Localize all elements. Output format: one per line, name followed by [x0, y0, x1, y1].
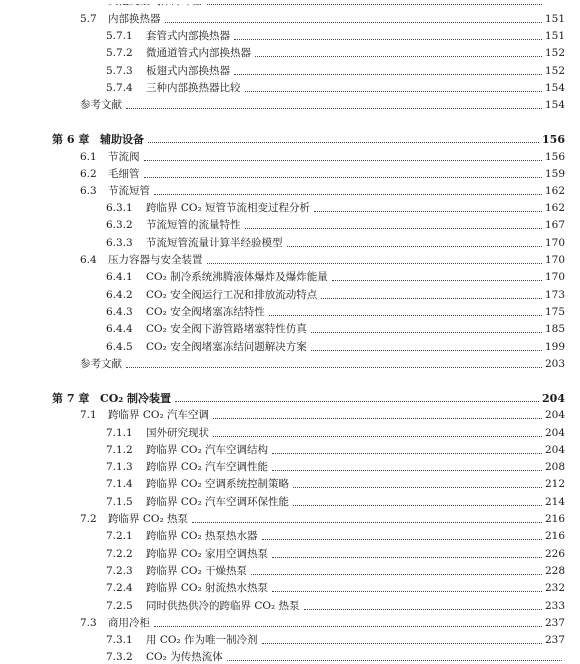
toc-title: 节流阀	[108, 151, 140, 163]
toc-title: 节流短管的流量特性	[146, 219, 241, 231]
toc-page-number: 216	[544, 530, 565, 542]
toc-title: CO₂ 安全阀运行工况和排放流动特点	[146, 289, 318, 301]
toc-title: CO₂ 安全阀下游管路堵塞特性仿真	[146, 323, 307, 335]
toc-page-number: 185	[544, 323, 565, 335]
dot-leader	[332, 280, 542, 281]
toc-number: 6.2	[80, 168, 97, 180]
dot-leader	[272, 453, 542, 454]
dot-leader	[251, 574, 542, 575]
toc-page-number: 151	[544, 30, 565, 42]
toc-chapter-entry[interactable]	[52, 130, 565, 146]
toc-page-number: 156	[542, 133, 565, 146]
toc-page-number: 216	[544, 513, 565, 525]
toc-number: 第 7 章	[52, 392, 90, 405]
toc-subsection-entry[interactable]	[106, 648, 565, 664]
toc-number: 6.4.5	[106, 341, 133, 353]
toc-title: 套管式内部换热器	[146, 30, 230, 42]
toc-page-number: 199	[544, 341, 565, 353]
toc-title: 跨临界 CO₂ 射流热水热泵	[146, 582, 269, 594]
dot-leader	[126, 367, 542, 368]
toc-number: 第 6 章	[52, 133, 90, 146]
dot-leader	[304, 609, 542, 610]
toc-title: 三种内部换热器比较	[146, 82, 241, 94]
toc-subsection-entry[interactable]	[106, 199, 565, 215]
toc-subsection-entry[interactable]	[106, 631, 565, 647]
toc-chapter-entry[interactable]	[52, 389, 565, 405]
toc-number: 7.2.1	[106, 530, 133, 542]
toc-title: 板翅式内部换热器	[146, 65, 230, 77]
toc-page-number: 204	[544, 427, 565, 439]
toc-subsection-entry[interactable]	[106, 320, 565, 336]
toc-title: 跨临界 CO₂ 热泵热水器	[146, 530, 258, 542]
dot-leader	[207, 263, 542, 264]
toc-page-number: 203	[544, 358, 565, 370]
dot-leader	[262, 539, 542, 540]
toc-number: 6.3.3	[106, 237, 133, 249]
toc-title: CO₂ 为传热流体	[146, 651, 223, 663]
dot-leader	[255, 56, 542, 57]
dot-leader	[154, 194, 542, 195]
toc-section-entry[interactable]	[80, 10, 565, 26]
toc-number: 5.7.2	[106, 47, 133, 59]
toc-subsection-entry[interactable]	[106, 562, 565, 578]
toc-title: 跨临界 CO₂ 家用空调热泵	[146, 548, 269, 560]
toc-subsection-entry[interactable]	[106, 286, 565, 302]
toc-number: 5.7.1	[106, 30, 133, 42]
toc-subsection-entry[interactable]	[106, 79, 565, 95]
dot-leader	[207, 4, 542, 5]
toc-title: 跨临界 CO₂ 汽车空调结构	[146, 444, 269, 456]
toc-page-number: 162	[544, 185, 565, 197]
dot-leader	[269, 315, 542, 316]
toc-subsection-entry[interactable]	[106, 62, 565, 78]
dot-leader	[245, 91, 542, 92]
dot-leader	[262, 643, 542, 644]
dot-leader	[234, 74, 542, 75]
toc-title: 国外研究现状	[146, 427, 209, 439]
toc-page-number: 226	[544, 548, 565, 560]
toc-subsection-entry[interactable]	[106, 475, 565, 491]
toc-subsection-entry[interactable]	[106, 27, 565, 43]
dot-leader	[272, 470, 542, 471]
dot-leader	[314, 211, 542, 212]
toc-title: 节流短管流量计算半经验模型	[146, 237, 283, 249]
toc-subsection-entry[interactable]	[106, 527, 565, 543]
toc-title: 跨临界 CO₂ 汽车空调性能	[146, 461, 269, 473]
toc-number: 6.3.2	[106, 219, 133, 231]
dot-leader	[213, 418, 542, 419]
dot-leader	[192, 522, 542, 523]
toc-section-entry[interactable]	[80, 614, 565, 630]
toc-title: 节流短管	[108, 185, 150, 197]
toc-number: 7.2.2	[106, 548, 133, 560]
dot-leader	[148, 142, 539, 143]
toc-number: 6.4	[80, 254, 97, 266]
toc-number: 7.3.2	[106, 651, 133, 663]
toc-subsection-entry[interactable]	[106, 303, 565, 319]
dot-leader	[272, 557, 542, 558]
toc-title: 同时供热供冷的跨临界 CO₂ 热泵	[146, 600, 300, 612]
page-top-edge	[0, 0, 580, 4]
toc-title: 商用冷柜	[108, 617, 150, 629]
toc-section-entry[interactable]	[80, 96, 565, 112]
toc-page-number: 152	[544, 65, 565, 77]
toc-subsection-entry[interactable]	[106, 216, 565, 232]
toc-title: 毛细管	[108, 168, 140, 180]
toc-number: 6.4.4	[106, 323, 133, 335]
toc-page-number: 151	[544, 13, 565, 25]
toc-number: 7.1.2	[106, 444, 133, 456]
toc-number: 6.4.2	[106, 289, 133, 301]
toc-title: 跨临界 CO₂ 短管节流相变过程分析	[146, 202, 311, 214]
toc-number: 7.2.4	[106, 582, 133, 594]
toc-subsection-entry[interactable]	[106, 493, 565, 509]
dot-leader	[272, 591, 542, 592]
toc-section-entry[interactable]	[80, 406, 565, 422]
toc-title: CO₂ 制冷系统沸腾液体爆炸及爆炸能量	[146, 271, 328, 283]
toc-section-entry[interactable]	[80, 510, 565, 526]
dot-leader	[287, 246, 542, 247]
dot-leader	[144, 160, 542, 161]
toc-subsection-entry[interactable]	[106, 597, 565, 613]
toc-page-number: 175	[544, 306, 565, 318]
toc-page-number: 167	[544, 219, 565, 231]
toc-page-number: 154	[544, 99, 565, 111]
toc-number: 7.2.3	[106, 565, 133, 577]
dot-leader	[293, 505, 542, 506]
toc-number: 6.3	[80, 185, 97, 197]
toc-subsection-entry[interactable]	[106, 234, 565, 250]
toc-page-number: 204	[544, 409, 565, 421]
dot-leader	[311, 350, 542, 351]
toc-page-number: 170	[544, 271, 565, 283]
toc-title: CO₂ 制冷装置	[100, 392, 171, 405]
toc-section-entry[interactable]	[80, 182, 565, 198]
toc-page-number: 162	[544, 202, 565, 214]
toc-number: 6.4.1	[106, 271, 133, 283]
toc-title: 压力容器与安全装置	[108, 254, 203, 266]
toc-page-number: 208	[544, 461, 565, 473]
toc-title: CO₂ 安全阀堵塞冻结问题解决方案	[146, 341, 307, 353]
toc-page-number: 204	[544, 444, 565, 456]
toc-page-number: 237	[544, 634, 565, 646]
toc-page-number: 156	[544, 151, 565, 163]
toc-page-number: 173	[544, 289, 565, 301]
toc-title: 跨临界 CO₂ 汽车空调环保性能	[146, 496, 290, 508]
toc-number: 5.7	[80, 13, 97, 25]
toc-number: 7.1.4	[106, 478, 133, 490]
toc-number: 7.1.5	[106, 496, 133, 508]
toc-number: 5.7.3	[106, 65, 133, 77]
dot-leader	[213, 436, 542, 437]
toc-title: CO₂ 安全阀堵塞冻结特性	[146, 306, 265, 318]
dot-leader	[154, 626, 542, 627]
toc-number: 5.7.4	[106, 82, 133, 94]
toc-page-number: 152	[544, 47, 565, 59]
toc-number: 7.3.1	[106, 634, 133, 646]
toc-page-number: 204	[542, 392, 565, 405]
toc-subsection-entry[interactable]	[106, 424, 565, 440]
toc-number: 7.1	[80, 409, 97, 421]
dot-leader	[293, 487, 542, 488]
dot-leader	[144, 177, 542, 178]
toc-title: 微通道管式内部换热器	[146, 47, 251, 59]
toc-page-number: 228	[544, 565, 565, 577]
toc-section-entry[interactable]	[80, 251, 565, 267]
toc-subsection-entry[interactable]	[106, 579, 565, 595]
toc-title: 跨临界 CO₂ 热泵	[108, 513, 189, 525]
dot-leader	[126, 108, 542, 109]
toc-number: 6.3.1	[106, 202, 133, 214]
dot-leader	[234, 39, 542, 40]
toc-page-number: 212	[544, 478, 565, 490]
toc-page-number: 214	[544, 496, 565, 508]
dot-leader	[321, 298, 542, 299]
toc-page-number: 232	[544, 582, 565, 594]
toc-section-entry[interactable]	[80, 148, 565, 164]
toc-page-number: 233	[544, 600, 565, 612]
toc-title: 跨临界 CO₂ 空调系统控制策略	[146, 478, 290, 490]
dot-leader	[311, 332, 542, 333]
toc-page-number: 170	[544, 237, 565, 249]
toc-subsection-entry[interactable]	[106, 338, 565, 354]
toc-number: 7.2.5	[106, 600, 133, 612]
toc-subsection-entry[interactable]	[106, 458, 565, 474]
toc-title: 跨临界 CO₂ 干燥热泵	[146, 565, 248, 577]
dot-leader	[165, 22, 542, 23]
toc-number: 7.1.1	[106, 427, 133, 439]
toc-number: 6.1	[80, 151, 97, 163]
toc-title: 用 CO₂ 作为唯一制冷剂	[146, 634, 258, 646]
toc-section-entry[interactable]	[80, 165, 565, 181]
toc-title: 参考文献	[80, 358, 122, 370]
toc-page-number: 154	[544, 82, 565, 94]
toc-number: 7.2	[80, 513, 97, 525]
toc-number: 6.4.3	[106, 306, 133, 318]
toc-title: 辅助设备	[100, 133, 144, 146]
toc-number: 7.1.3	[106, 461, 133, 473]
toc-title: 参考文献	[80, 99, 122, 111]
toc-subsection-entry[interactable]	[106, 44, 565, 60]
toc-section-entry[interactable]	[80, 355, 565, 371]
toc-number: 7.3	[80, 617, 97, 629]
dot-leader	[175, 401, 539, 402]
toc-title: 内部换热器	[108, 13, 161, 25]
dot-leader	[227, 660, 562, 661]
dot-leader	[245, 228, 542, 229]
toc-title: 跨临界 CO₂ 汽车空调	[108, 409, 210, 421]
toc-page-number: 237	[544, 617, 565, 629]
toc-page-number: 159	[544, 168, 565, 180]
toc-subsection-entry[interactable]	[106, 545, 565, 561]
toc-page-number: 170	[544, 254, 565, 266]
toc-subsection-entry[interactable]	[106, 441, 565, 457]
toc-subsection-entry[interactable]	[106, 268, 565, 284]
